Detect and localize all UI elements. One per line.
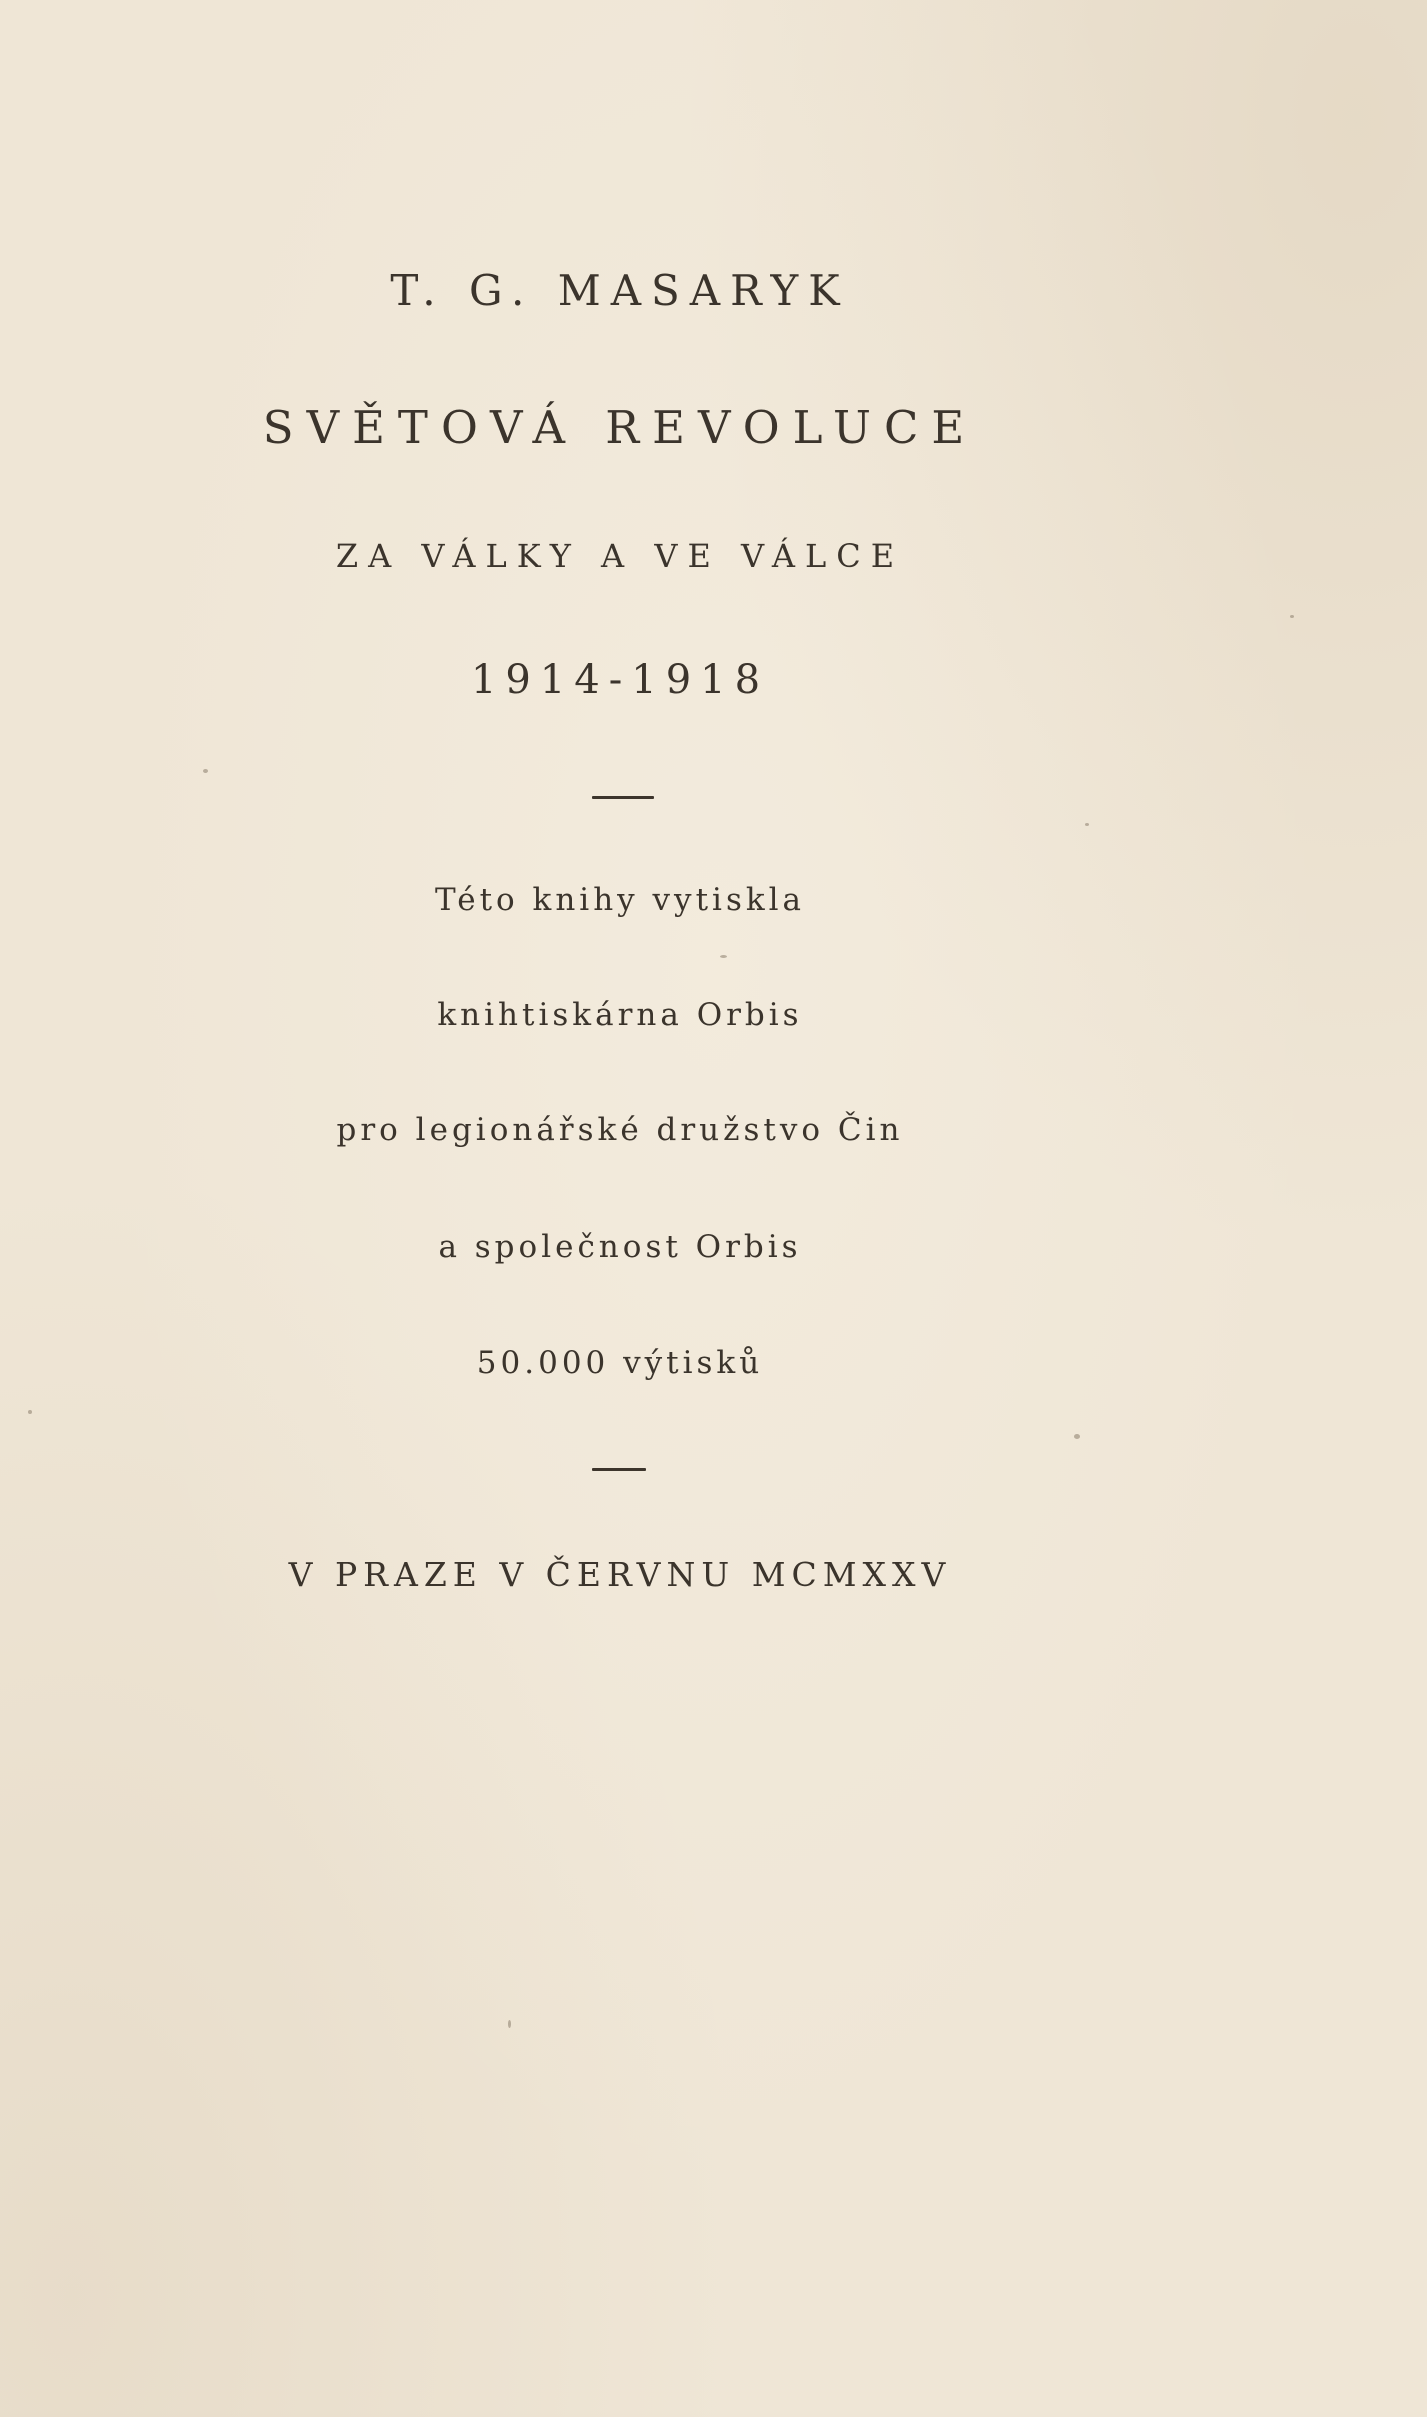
paper-speck: [1290, 615, 1294, 618]
paper-speck: [1074, 1434, 1080, 1439]
print-run: 50.000 výtisků: [476, 1345, 764, 1381]
paper-speck: [28, 1410, 32, 1414]
colophon-line: Této knihy vytiskla: [434, 882, 806, 918]
paper-speck: [720, 955, 727, 958]
colophon-line: knihtiskárna Orbis: [437, 997, 803, 1033]
divider-rule: [592, 1468, 646, 1471]
book-subtitle: ZA VÁLKY A VE VÁLCE: [335, 537, 905, 575]
paper-speck: [1085, 823, 1089, 826]
divider-rule: [592, 796, 654, 799]
paper-speck: [203, 769, 208, 773]
colophon-line: a společnost Orbis: [438, 1229, 802, 1265]
years-span: 1914-1918: [470, 657, 770, 703]
imprint-line: V PRAZE V ČERVNU MCMXXV: [288, 1555, 952, 1594]
book-title: SVĚTOVÁ REVOLUCE: [262, 401, 978, 454]
paper-speck: [508, 2020, 511, 2028]
colophon-line: pro legionářské družstvo Čin: [336, 1112, 904, 1148]
author-name: T. G. MASARYK: [390, 266, 850, 315]
